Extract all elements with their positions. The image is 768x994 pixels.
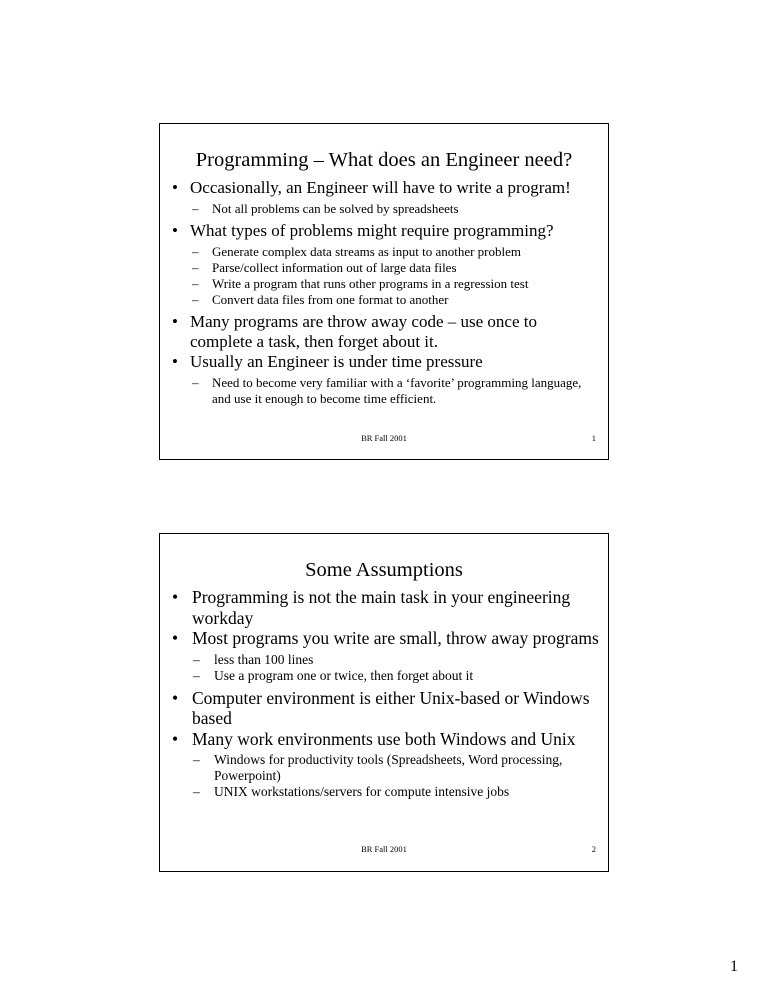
sub-item: – Use a program one or twice, then forget about it bbox=[193, 667, 474, 683]
bullet-item: • Occasionally, an Engineer will have to write a program! bbox=[172, 178, 571, 197]
bullet-item: • Computer environment is either Unix-based or Windows based bbox=[172, 687, 590, 728]
dash-icon: – bbox=[192, 276, 199, 291]
dash-icon: – bbox=[193, 651, 200, 667]
bullet-item: • What types of problems might require programming? bbox=[172, 221, 554, 240]
bullet-item: • Most programs you write are small, throw away programs bbox=[172, 628, 599, 648]
slide-footer: BR Fall 2001 bbox=[361, 844, 407, 854]
bullet-icon: • bbox=[172, 312, 178, 331]
slide-number: 1 bbox=[591, 433, 596, 443]
bullet-icon: • bbox=[172, 352, 178, 371]
bullet-icon: • bbox=[172, 628, 179, 648]
sub-list bbox=[170, 244, 600, 308]
slide-1 bbox=[159, 123, 609, 460]
bullet-item: • Programming is not the main task in your engineering workday bbox=[172, 587, 571, 628]
sub-item: – Generate complex data streams as input to another problem bbox=[192, 244, 522, 259]
bullet-item: • Many work environments use both Windows and Unix bbox=[172, 728, 576, 749]
sub-item: – Parse/collect information out of large data files bbox=[192, 260, 457, 275]
sub-item: – Write a program that runs other programs in a regression test bbox=[192, 276, 529, 291]
slide-body bbox=[170, 178, 600, 411]
bullet-item: • Many programs are throw away code – use once to complete a task, then forget about it. bbox=[172, 312, 537, 351]
sub-list bbox=[170, 752, 600, 800]
sub-item: – Windows for productivity tools (Spreadsheets, Word processing, Powerpoint) bbox=[193, 752, 563, 783]
dash-icon: – bbox=[192, 201, 199, 216]
bullet-icon: • bbox=[172, 587, 179, 607]
dash-icon: – bbox=[192, 292, 199, 307]
slide-footer: BR Fall 2001 bbox=[361, 433, 407, 443]
slide-title: Some Assumptions bbox=[305, 559, 463, 581]
bullet-icon: • bbox=[172, 687, 179, 708]
sub-item: – Not all problems can be solved by spreadsheets bbox=[192, 201, 459, 216]
dash-icon: – bbox=[193, 752, 200, 767]
bullet-icon: • bbox=[172, 178, 178, 197]
bullet-item: • Usually an Engineer is under time pressure bbox=[172, 352, 483, 371]
sub-item: – UNIX workstations/servers for compute intensive jobs bbox=[193, 784, 510, 799]
sub-list bbox=[170, 201, 600, 217]
slide-2 bbox=[159, 533, 609, 872]
page-number: 1 bbox=[730, 958, 738, 975]
sub-item: – less than 100 lines bbox=[193, 651, 314, 667]
sub-list bbox=[170, 652, 600, 684]
bullet-icon: • bbox=[172, 728, 179, 749]
dash-icon: – bbox=[192, 375, 199, 390]
dash-icon: – bbox=[192, 244, 199, 259]
dash-icon: – bbox=[192, 260, 199, 275]
bullet-icon: • bbox=[172, 221, 178, 240]
slide-number: 2 bbox=[591, 844, 596, 854]
sub-list bbox=[170, 375, 600, 407]
slide-body bbox=[170, 587, 600, 804]
slide-title: Programming – What does an Engineer need? bbox=[195, 149, 573, 171]
sub-item: – Need to become very familiar with a ‘favorite’ programming language, and use it enough to become time efficient. bbox=[192, 375, 582, 406]
dash-icon: – bbox=[193, 667, 200, 683]
dash-icon: – bbox=[193, 784, 200, 799]
sub-item: – Convert data files from one format to another bbox=[192, 292, 449, 307]
